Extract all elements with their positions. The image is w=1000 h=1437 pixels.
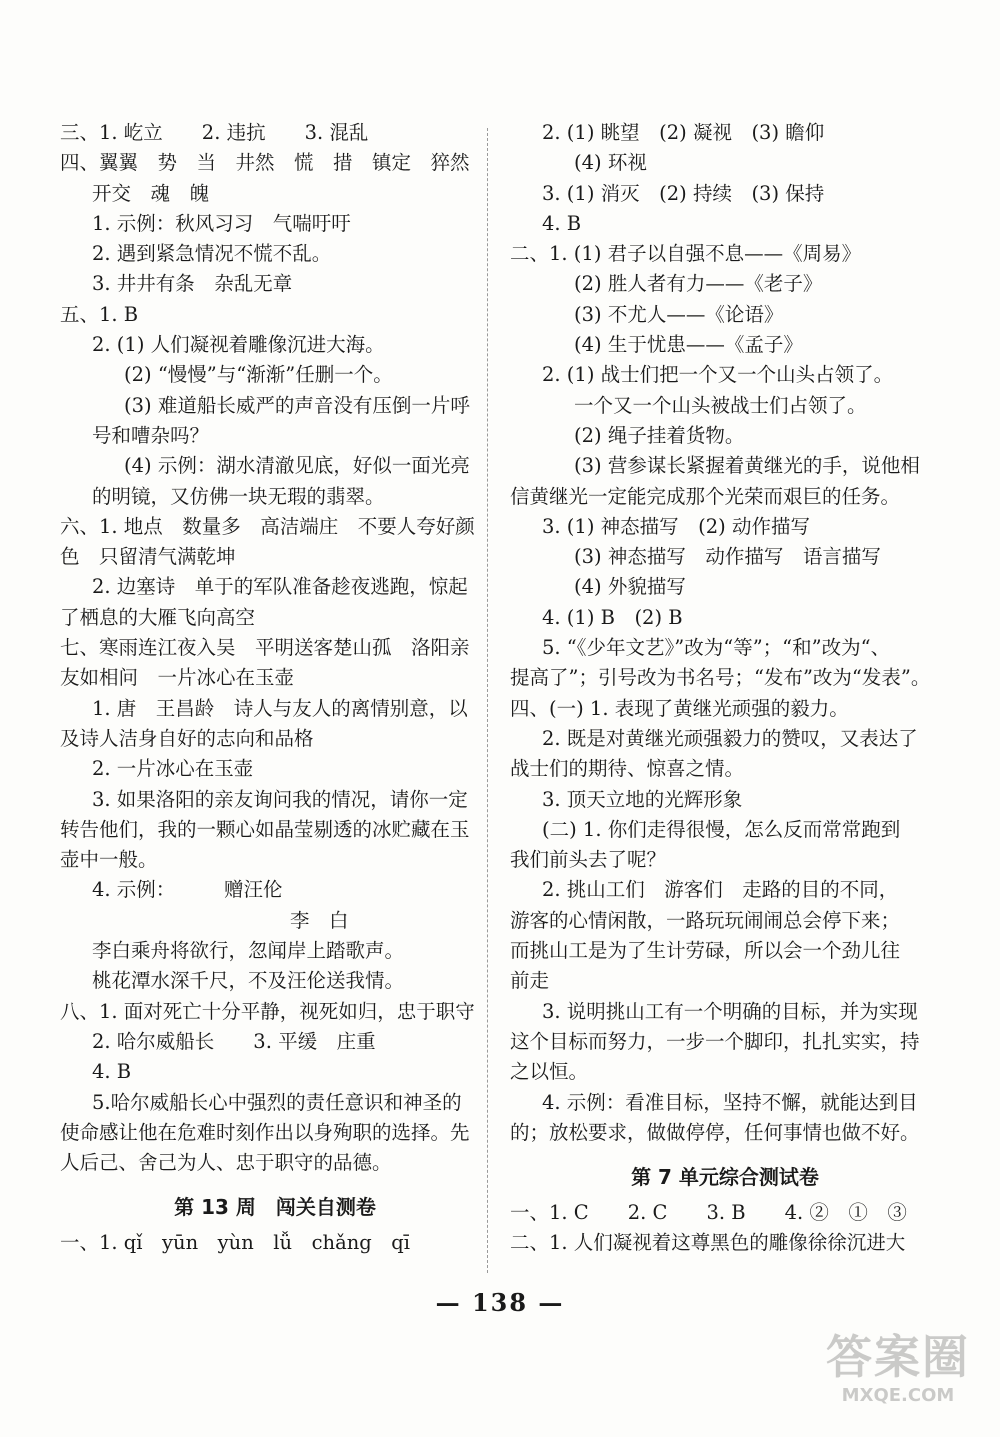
answer-line: 三、1. 屹立 2. 违抗 3. 混乱 [60, 121, 369, 144]
watermark-logo [814, 1329, 982, 1419]
answer-line: 提高了”；引号改为书名号；“发布”改为“发表”。 [510, 666, 931, 690]
answer-line: 前走 [510, 969, 550, 993]
answer-line: 2. 一片冰心在玉壶 [92, 757, 254, 781]
answer-line: 4. 示例： 赠汪伦 [92, 878, 283, 902]
answer-line: 3. 如果洛阳的亲友询问我的情况，请你一定 [92, 787, 468, 811]
page-number: — 138 — [435, 1288, 565, 1317]
spacer [60, 1178, 490, 1186]
answer-line: 的明镜，又仿佛一块无瑕的翡翠。 [92, 484, 385, 508]
answer-line: 游客的心情闲散，一路玩玩闹闹总会停下来； [510, 908, 901, 932]
answer-line: 友如相问 一片冰心在玉壶 [60, 666, 295, 690]
left-column [60, 118, 490, 1259]
answer-line: 而挑山工是为了生计劳碌，所以会一个劲儿往 [510, 939, 901, 963]
answer-line: 4. B [542, 211, 582, 235]
answer-line: (2) 绳子挂着货物。 [574, 423, 745, 447]
answer-line: 3. 井井有条 杂乱无章 [92, 272, 293, 296]
answer-line: 一、1. C 2. C 3. B 4. ② ① ③ [510, 1201, 907, 1225]
answer-line: (2) 胜人者有力——《老子》 [574, 272, 823, 296]
answer-line: 4. 示例：看准目标，坚持不懈，就能达到目 [542, 1090, 918, 1114]
answer-line: 色 只留清气满乾坤 [60, 545, 236, 569]
answer-line: 二、1. 人们凝视着这尊黑色的雕像徐徐沉进大 [510, 1231, 906, 1255]
right-column [510, 118, 940, 1259]
section-heading: 第 13 周 闯关自测卷 [174, 1195, 376, 1220]
answer-line: (4) 生于忧患——《孟子》 [574, 333, 803, 357]
answer-line: 六、1. 地点 数量多 高洁端庄 不要人夸好颜 [60, 514, 475, 538]
spacer [510, 1148, 940, 1156]
answer-line: 开交 魂 魄 [92, 181, 210, 205]
answer-line: 2. 哈尔威船长 3. 平缓 庄重 [92, 1029, 376, 1053]
answer-line: 4. (1) B (2) B [542, 605, 683, 629]
answer-line: 的；放松要求，做做停停，任何事情也做不好。 [510, 1120, 920, 1144]
answer-line: (4) 环视 [574, 151, 647, 175]
answer-line: 李 白 [290, 908, 349, 932]
answer-line: 壶中一般。 [60, 848, 158, 872]
answer-line: 2. (1) 战士们把一个又一个山头占领了。 [542, 363, 894, 387]
answer-line: (4) 示例：湖水清澈见底，好似一面光亮 [124, 454, 470, 478]
watermark-text: 答案圈 [826, 1330, 970, 1384]
answer-line: 5.哈尔威船长心中强烈的责任意识和神圣的 [92, 1090, 462, 1114]
answer-line: (二) 1. 你们走得很慢，怎么反而常常跑到 [542, 817, 901, 841]
answer-line: 一个又一个山头被战士们占领了。 [574, 393, 867, 417]
answer-line: 2. 边塞诗 单于的军队准备趁夜逃跑，惊起 [92, 575, 468, 599]
answer-line: 七、寒雨连江夜入吴 平明送客楚山孤 洛阳亲 [60, 636, 470, 660]
answer-line: (3) 不尤人——《论语》 [574, 302, 784, 326]
answer-line: 3. (1) 神态描写 (2) 动作描写 [542, 514, 810, 538]
answer-line: 3. (1) 消灭 (2) 持续 (3) 保持 [542, 181, 825, 205]
answer-line: 四、(一) 1. 表现了黄继光顽强的毅力。 [510, 696, 849, 720]
answer-line: 战士们的期待、惊喜之情。 [510, 757, 745, 781]
answer-line: 2. 遇到紧急情况不慌不乱。 [92, 242, 332, 266]
answer-line: 3. 说明挑山工有一个明确的目标，并为实现 [542, 999, 918, 1023]
answer-line: 4. B [92, 1060, 132, 1084]
answer-line: 这个目标而努力，一步一个脚印，扎扎实实，持 [510, 1029, 920, 1053]
answer-line: 1. 示例：秋风习习 气喘吁吁 [92, 211, 351, 235]
answer-line: 人后己、舍己为人、忠于职守的品德。 [60, 1151, 392, 1175]
answer-line: (3) 难道船长威严的声音没有压倒一片呼 [124, 393, 470, 417]
answer-line: 我们前头去了呢？ [510, 848, 667, 872]
column-divider [487, 128, 488, 1273]
answer-line: 之以恒。 [510, 1060, 589, 1084]
answer-line: (2) “慢慢”与“渐渐”任删一个。 [124, 363, 393, 387]
answer-line: (4) 外貌描写 [574, 575, 686, 599]
answer-line: 四、翼翼 势 当 井然 慌 措 镇定 猝然 [60, 151, 470, 175]
answer-line: 3. 顶天立地的光辉形象 [542, 787, 743, 811]
answer-line: 李白乘舟将欲行，忽闻岸上踏歌声。 [92, 939, 405, 963]
answer-line: 及诗人洁身自好的志向和品格 [60, 726, 314, 750]
answer-line: 了栖息的大雁飞向高空 [60, 605, 256, 629]
answer-line: 转告他们，我的一颗心如晶莹剔透的冰贮藏在玉 [60, 817, 470, 841]
answer-line: 5. “《少年文艺》”改为“等”；“和”改为“、 [542, 636, 891, 660]
answer-line: (3) 神态描写 动作描写 语言描写 [574, 545, 881, 569]
section-heading: 第 7 单元综合测试卷 [631, 1165, 819, 1190]
answer-line: 八、1. 面对死亡十分平静，视死如归，忠于职守 [60, 999, 475, 1023]
answer-line: 2. 挑山工们 游客们 走路的目的不同， [542, 878, 899, 902]
answer-line: 1. 唐 王昌龄 诗人与友人的离情别意，以 [92, 696, 468, 720]
answer-line: 2. (1) 人们凝视着雕像沉进大海。 [92, 333, 385, 357]
answer-line: 信黄继光一定能完成那个光荣而艰巨的任务。 [510, 484, 901, 508]
answer-line: 号和嘈杂吗？ [92, 423, 210, 447]
answer-line: 桃花潭水深千尺，不及汪伦送我情。 [92, 969, 405, 993]
answer-line: (3) 营参谋长紧握着黄继光的手，说他相 [574, 454, 920, 478]
answer-line: 五、1. B [60, 302, 139, 326]
watermark-url: MXQE.COM [841, 1385, 955, 1406]
answer-line: 使命感让他在危难时刻作出以身殉职的选择。先 [60, 1120, 470, 1144]
answer-line: 二、1. (1) 君子以自强不息——《周易》 [510, 242, 862, 266]
answer-line: 2. 既是对黄继光顽强毅力的赞叹，又表达了 [542, 726, 918, 750]
answer-line: 一、1. qǐ yūn yùn lǚ chǎng qī [60, 1231, 410, 1255]
answer-line: 2. (1) 眺望 (2) 凝视 (3) 瞻仰 [542, 121, 825, 144]
